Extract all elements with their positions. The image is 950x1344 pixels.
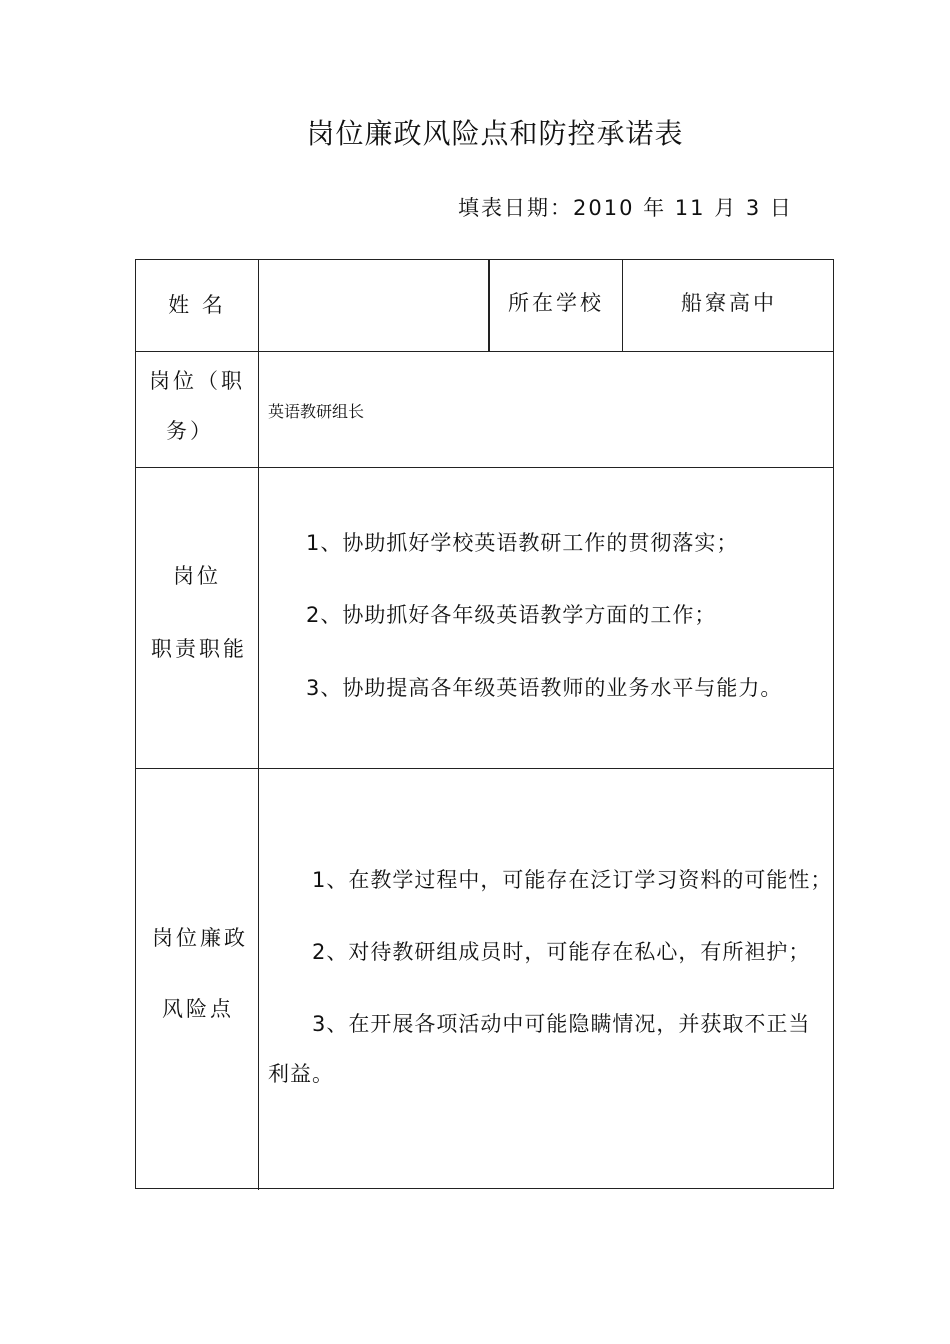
- page-title: 岗位廉政风险点和防控承诺表: [306, 117, 684, 150]
- position-value: 英语教研组长: [268, 402, 365, 421]
- row-divider: [136, 351, 833, 352]
- name-label: 姓 名: [168, 293, 226, 317]
- position-label-line2: 务）: [166, 419, 214, 443]
- duty-item: 3、协助提高各年级英语教师的业务水平与能力。: [306, 676, 783, 700]
- column-divider: [258, 260, 259, 1190]
- duty-item: 1、协助抓好学校英语教研工作的贯彻落实；: [306, 531, 739, 555]
- risk-item: 1、在教学过程中，可能存在泛订学习资料的可能性；: [312, 868, 833, 892]
- duties-label-line1: 岗位: [173, 564, 221, 588]
- school-value: 船寮高中: [681, 291, 777, 315]
- risk-item: 3、在开展各项活动中可能隐瞒情况，并获取不正当: [312, 1012, 811, 1036]
- position-label-line1: 岗位（职: [149, 369, 245, 393]
- row-divider: [136, 467, 833, 468]
- duties-label-line2: 职责职能: [151, 637, 247, 661]
- duty-item: 2、协助抓好各年级英语教学方面的工作；: [306, 603, 717, 627]
- form-table: [135, 259, 834, 1189]
- fill-date: 填表日期：2010 年 11 月 3 日: [458, 196, 793, 220]
- row-divider: [136, 768, 833, 769]
- risk-item: 2、对待教研组成员时，可能存在私心，有所袒护；: [312, 940, 811, 964]
- risk-label-line2: 风险点: [162, 997, 234, 1021]
- risk-item-continued: 利益。: [268, 1062, 334, 1086]
- risk-label-line1: 岗位廉政: [152, 926, 248, 950]
- school-label: 所在学校: [508, 291, 604, 315]
